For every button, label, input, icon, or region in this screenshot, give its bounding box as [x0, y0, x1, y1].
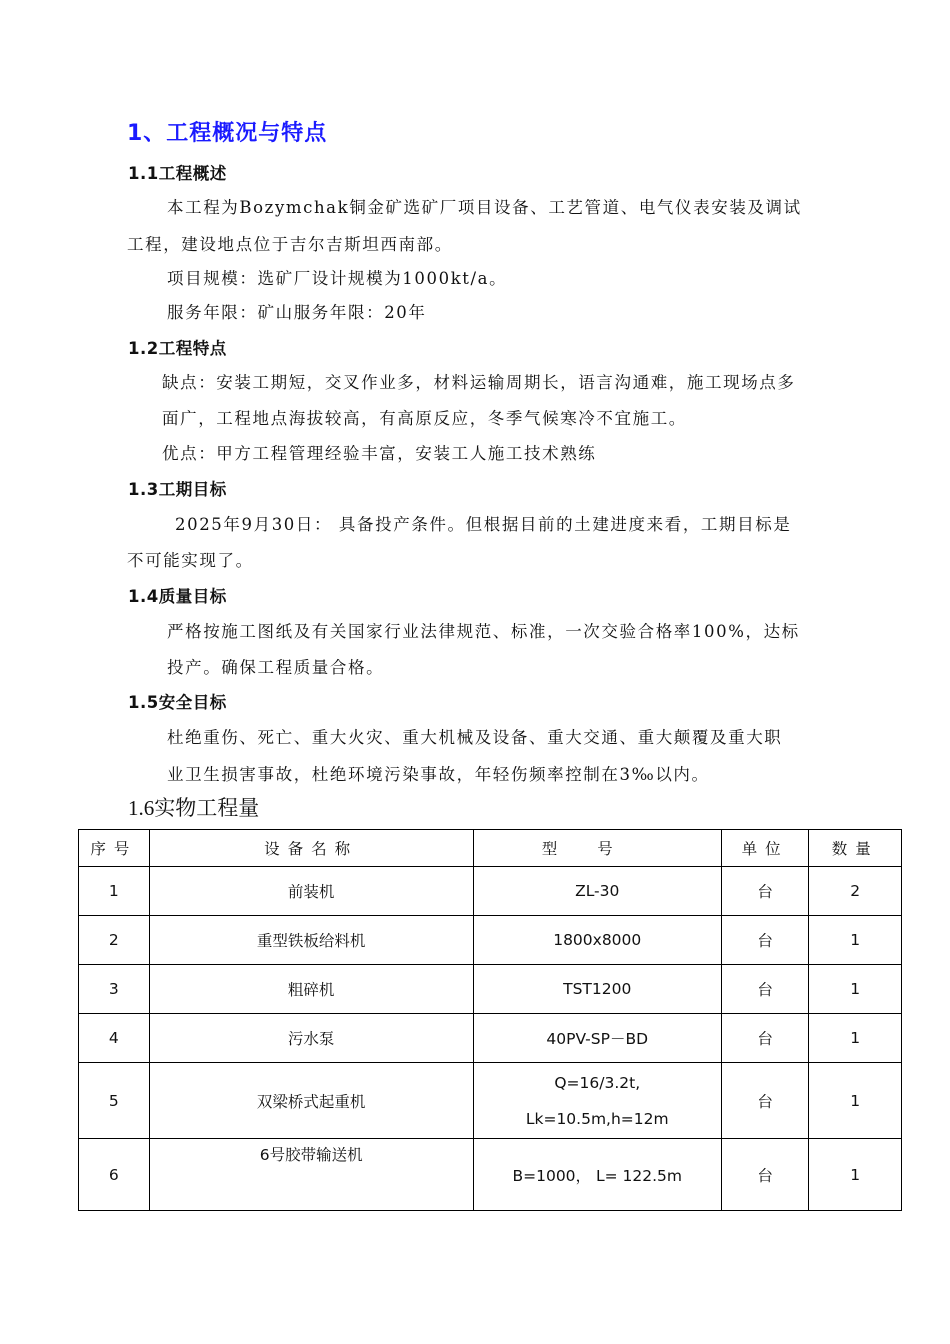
- quantity-table: [78, 829, 902, 1211]
- paragraph-1-1-line2: 工程，建设地点位于吉尔吉斯坦西南部。: [127, 235, 453, 254]
- cell-name: 6号胶带输送机: [149, 1139, 473, 1211]
- cell-unit: 台: [721, 1014, 809, 1063]
- paragraph-1-1-line1: 本工程为Bozymchak铜金矿选矿厂项目设备、工艺管道、电气仪表安装及调试: [167, 198, 802, 217]
- cell-model: TST1200: [473, 965, 721, 1014]
- section-title: 1、工程概况与特点: [127, 121, 328, 146]
- table-header-row: [79, 830, 902, 867]
- col-header-name: 设备名称: [149, 830, 473, 867]
- cell-qty: 1: [809, 965, 902, 1014]
- cell-name: 重型铁板给料机: [149, 916, 473, 965]
- paragraph-1-5-line2: 业卫生损害事故，杜绝环境污染事故，年轻伤频率控制在3‰以内。: [167, 765, 710, 784]
- cell-unit: 台: [721, 1139, 809, 1211]
- cell-qty: 1: [809, 1014, 902, 1063]
- cell-model: ZL-30: [473, 867, 721, 916]
- heading-1-5: 1.5安全目标: [128, 693, 227, 712]
- heading-1-6: 1.6实物工程量: [128, 796, 260, 820]
- paragraph-1-4-line1: 严格按施工图纸及有关国家行业法律规范、标准，一次交验合格率100%，达标: [167, 622, 800, 641]
- paragraph-1-2-line1: 缺点：安装工期短，交叉作业多，材料运输周期长，语言沟通难，施工现场点多: [162, 373, 796, 392]
- cell-model-line2: Lk=10.5m,h=12m: [525, 1109, 669, 1128]
- paragraph-1-4-line2: 投产。确保工程质量合格。: [167, 658, 385, 677]
- cell-unit: 台: [721, 1063, 809, 1139]
- cell-no: 2: [79, 916, 150, 965]
- col-header-qty: 数量: [809, 830, 902, 867]
- cell-name: 双梁桥式起重机: [149, 1063, 473, 1139]
- cell-model: 40PV-SP－BD: [473, 1014, 721, 1063]
- cell-qty: 1: [809, 1063, 902, 1139]
- paragraph-1-2-line2: 面广，工程地点海拔较高，有高原反应，冬季气候寒冷不宜施工。: [162, 409, 687, 428]
- cell-model: [473, 1063, 721, 1139]
- paragraph-1-3-line2: 不可能实现了。: [127, 551, 254, 570]
- cell-model: 1800x8000: [473, 916, 721, 965]
- paragraph-1-2-line3: 优点：甲方工程管理经验丰富，安装工人施工技术熟练: [162, 444, 597, 463]
- table-row: [79, 867, 902, 916]
- cell-unit: 台: [721, 965, 809, 1014]
- cell-no: 3: [79, 965, 150, 1014]
- cell-qty: 1: [809, 916, 902, 965]
- cell-model-line1: Q=16/3.2t,: [554, 1073, 641, 1092]
- cell-model: B=1000， L= 122.5m: [473, 1139, 721, 1211]
- table-row: [79, 965, 902, 1014]
- cell-unit: 台: [721, 867, 809, 916]
- table-row: [79, 1014, 902, 1063]
- table-row: [79, 916, 902, 965]
- cell-qty: 2: [809, 867, 902, 916]
- paragraph-1-1-line4: 服务年限：矿山服务年限：20年: [167, 303, 427, 322]
- table-row: [79, 1063, 902, 1139]
- cell-name: 前装机: [149, 867, 473, 916]
- col-header-unit: 单位: [721, 830, 809, 867]
- cell-qty: 1: [809, 1139, 902, 1211]
- paragraph-1-5-line1: 杜绝重伤、死亡、重大火灾、重大机械及设备、重大交通、重大颠覆及重大职: [167, 728, 783, 747]
- table-row: [79, 1139, 902, 1211]
- col-header-model: 型号: [473, 830, 721, 867]
- heading-1-1: 1.1工程概述: [128, 164, 227, 183]
- heading-1-3: 1.3工期目标: [128, 480, 227, 499]
- paragraph-1-3-line1: 2025年9月30日： 具备投产条件。但根据目前的土建进度来看，工期目标是: [175, 515, 792, 534]
- cell-name: 粗碎机: [149, 965, 473, 1014]
- cell-no: 6: [79, 1139, 150, 1211]
- cell-unit: 台: [721, 916, 809, 965]
- col-header-no: 序号: [79, 830, 150, 867]
- cell-no: 1: [79, 867, 150, 916]
- heading-1-2: 1.2工程特点: [128, 339, 227, 358]
- cell-no: 4: [79, 1014, 150, 1063]
- cell-no: 5: [79, 1063, 150, 1139]
- heading-1-4: 1.4质量目标: [128, 587, 227, 606]
- cell-name: 污水泵: [149, 1014, 473, 1063]
- paragraph-1-1-line3: 项目规模：选矿厂设计规模为1000kt/a。: [167, 269, 508, 288]
